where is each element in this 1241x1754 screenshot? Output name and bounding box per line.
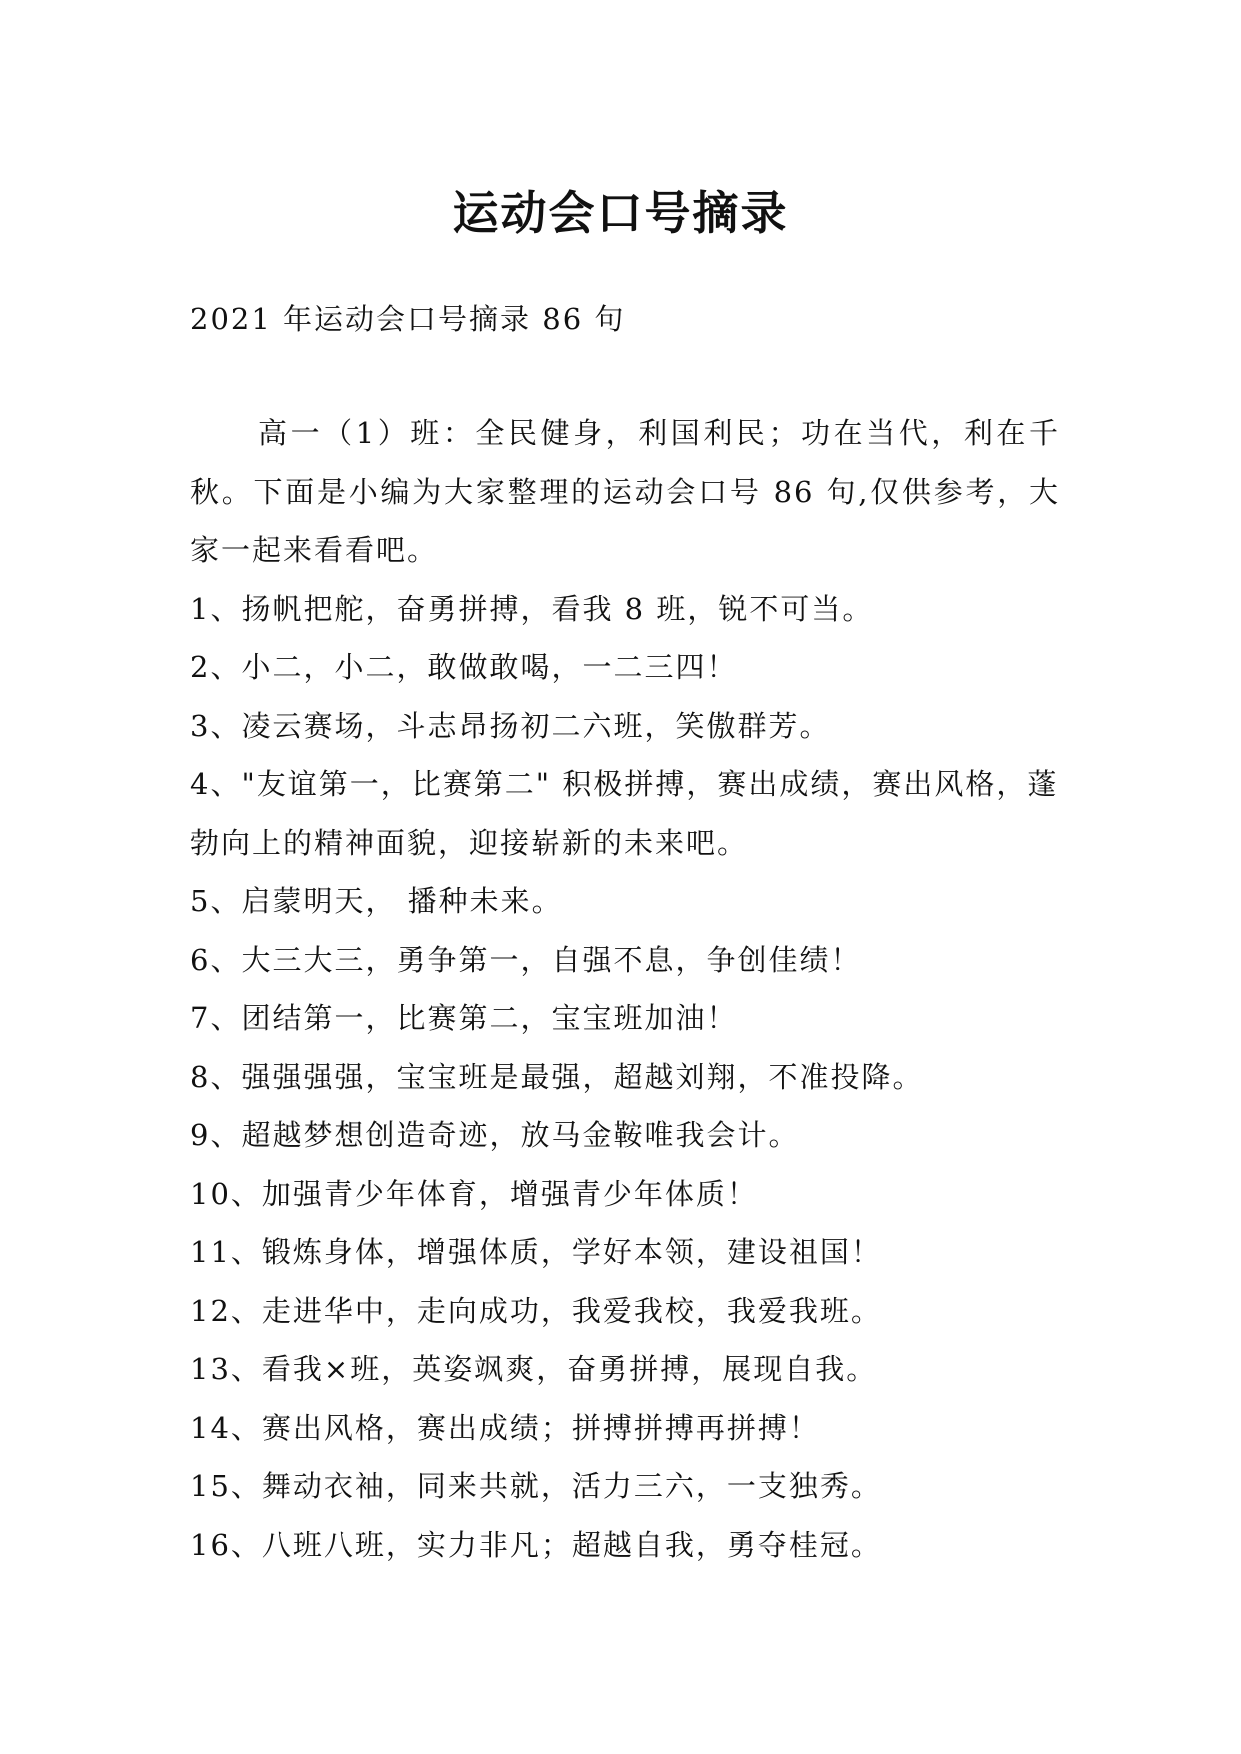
list-item: 10、加强青少年体育，增强青少年体质！	[190, 1176, 758, 1211]
list-item: 3、凌云赛场，斗志昂扬初二六班，笑傲群芳。	[190, 708, 831, 743]
list-item: 5、启蒙明天， 播种未来。	[190, 884, 563, 918]
intro-paragraph: 高一（1）班：全民健身，利国利民；功在当代，利在千秋。下面是小编为大家整理的运动会口号 86 句,仅供参考，大家一起来看看吧。	[190, 416, 1060, 567]
document-title: 运动会口号摘录	[452, 185, 789, 240]
list-item: 2、小二，小二，敢做敢喝，一二三四！	[190, 650, 738, 684]
list-item: 13、看我×班，英姿飒爽，奋勇拼搏，展现自我。	[190, 1352, 878, 1386]
list-item: 6、大三大三，勇争第一，自强不息，争创佳绩！	[190, 942, 862, 977]
list-item: 9、超越梦想创造奇迹，放马金鞍唯我会计。	[190, 1118, 800, 1152]
list-item: 7、团结第一，比赛第二，宝宝班加油！	[190, 1001, 738, 1035]
document-subtitle: 2021 年运动会口号摘录 86 句	[190, 302, 626, 336]
document-body	[190, 290, 1060, 1574]
list-item: 8、强强强强，宝宝班是最强，超越刘翔，不准投降。	[190, 1059, 924, 1094]
list-item: 12、走进华中，走向成功，我爱我校，我爱我班。	[190, 1293, 882, 1328]
list-item: 11、锻炼身体，增强体质，学好本领，建设祖国！	[190, 1235, 882, 1269]
list-item: 4、"友谊第一，比赛第二" 积极拼搏，赛出成绩，赛出风格，蓬勃向上的精神面貌，迎接崭新的未来吧。	[190, 767, 1059, 860]
list-item: 16、八班八班，实力非凡；超越自我，勇夺桂冠。	[190, 1527, 882, 1562]
list-item: 15、舞动衣袖，同来共就，活力三六，一支独秀。	[190, 1469, 882, 1503]
list-item: 1、扬帆把舵，奋勇拼搏，看我 8 班，锐不可当。	[190, 591, 874, 626]
list-item: 14、赛出风格，赛出成绩；拼搏拼搏再拼搏！	[190, 1410, 820, 1445]
slogan-list	[190, 580, 1060, 1575]
